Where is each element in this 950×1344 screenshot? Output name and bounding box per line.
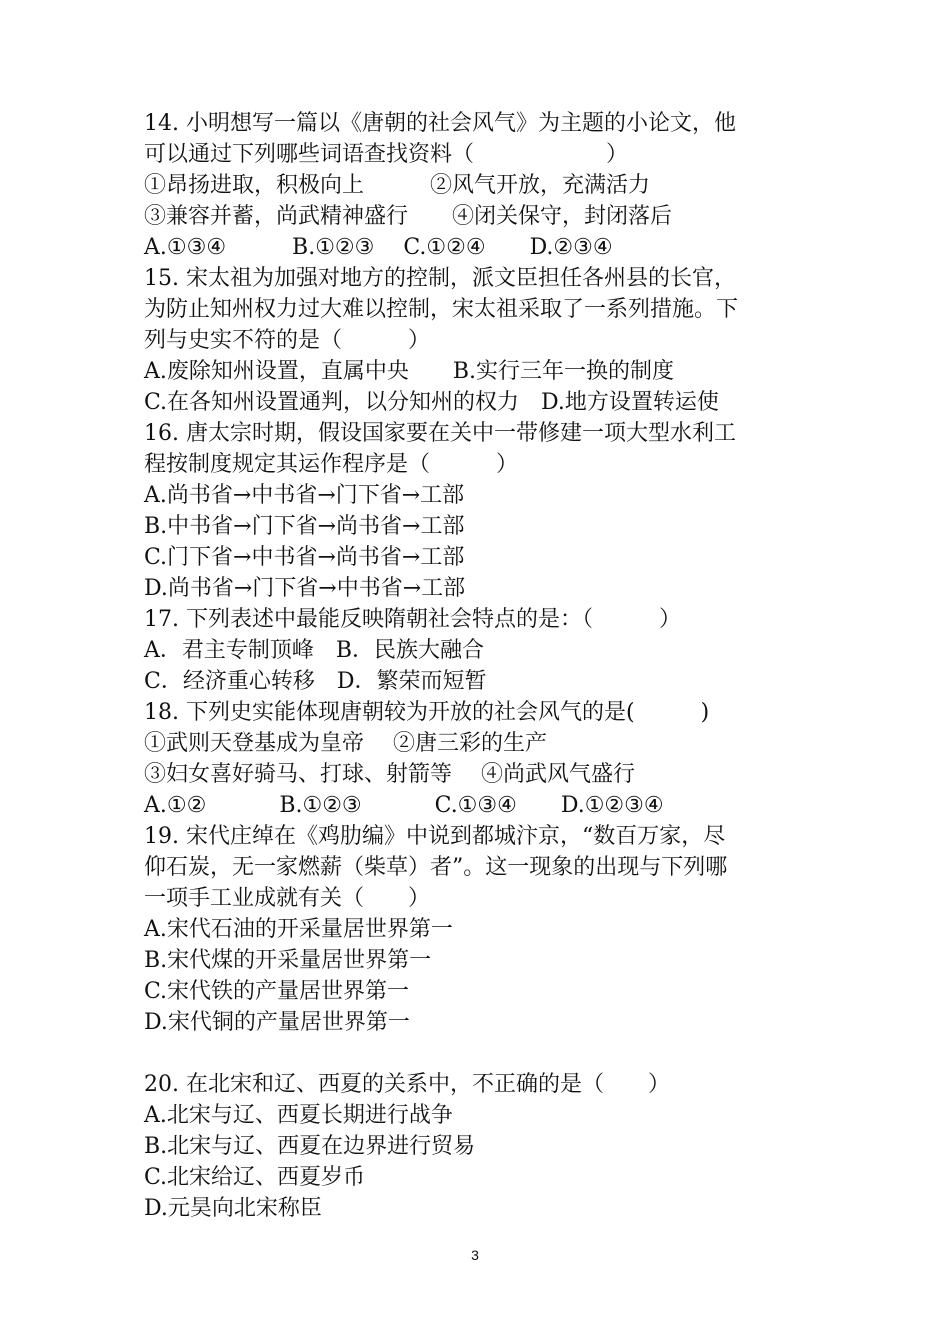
question-14 [144, 108, 804, 263]
question-options-line: A.①② B.①②③ C.①③④ D.①②③④ [144, 793, 664, 818]
question-option-line: C.北宋给辽、西夏岁币 [144, 1165, 366, 1190]
question-option-line: A.尚书省→中书省→门下省→工部 [144, 483, 465, 508]
question-stem-line: 15. 宋太祖为加强对地方的控制，派文臣担任各州县的长官， [144, 266, 736, 291]
question-option-line: A．君主专制顶峰 B．民族大融合 [144, 638, 485, 663]
question-stem-line: 17. 下列表述中最能反映隋朝社会特点的是：（ ） [144, 607, 681, 632]
question-15 [144, 263, 804, 418]
question-stem-line: 程按制度规定其运作程序是（ ） [144, 452, 519, 477]
question-item-line: ①武则天登基成为皇帝 ②唐三彩的生产 [144, 731, 547, 756]
question-16 [144, 418, 804, 604]
question-item-line: ③兼容并蓄，尚武精神盛行 ④闭关保守，封闭落后 [144, 204, 673, 229]
question-stem-line: 14. 小明想写一篇以《唐朝的社会风气》为主题的小论文，他 [144, 111, 736, 136]
question-option-line: B.宋代煤的开采量居世界第一 [144, 948, 432, 973]
question-option-line: D.元昊向北宋称臣 [144, 1196, 322, 1221]
question-option-line: D.宋代铜的产量居世界第一 [144, 1010, 410, 1035]
question-item-line: ①昂扬进取，积极向上 ②风气开放，充满活力 [144, 173, 651, 198]
question-option-line: C．经济重心转移 D．繁荣而短暂 [144, 669, 487, 694]
question-option-line: B.北宋与辽、西夏在边界进行贸易 [144, 1134, 476, 1159]
question-stem-line: 为防止知州权力过大难以控制，宋太祖采取了一系列措施。下 [144, 297, 739, 322]
question-stem-line: 可以通过下列哪些词语查找资料（ ） [144, 142, 629, 167]
question-options-line: A.①③④ B.①②③ C.①②④ D.②③④ [144, 235, 613, 260]
question-stem-line: 列与史实不符的是（ ） [144, 328, 431, 353]
question-stem-line: 19. 宋代庄绰在《鸡肋编》中说到都城汴京，“数百万家，尽 [144, 824, 726, 849]
question-list [144, 108, 804, 1224]
question-option-line: C.宋代铁的产量居世界第一 [144, 979, 410, 1004]
question-option-line: D.尚书省→门下省→中书省→工部 [144, 576, 466, 601]
question-option-line: B.中书省→门下省→尚书省→工部 [144, 514, 465, 539]
question-option-line: A.废除知州设置，直属中央 B.实行三年一换的制度 [144, 359, 675, 384]
question-stem-line: 仰石炭，无一家燃薪（柴草）者”。这一现象的出现与下列哪 [144, 855, 728, 880]
question-stem-line: 18. 下列史实能体现唐朝较为开放的社会风气的是( ) [144, 700, 710, 725]
question-18 [144, 697, 804, 821]
question-option-line: A.宋代石油的开采量居世界第一 [144, 917, 453, 942]
question-option-line: C.在各知州设置通判，以分知州的权力 D.地方设置转运使 [144, 390, 719, 415]
page-number: 3 [471, 1247, 479, 1263]
question-20 [144, 1069, 804, 1224]
question-stem-line: 16. 唐太宗时期，假设国家要在关中一带修建一项大型水利工 [144, 421, 736, 446]
question-19 [144, 821, 804, 1038]
question-stem-line: 20. 在北宋和辽、西夏的关系中，不正确的是（ ） [144, 1072, 670, 1097]
question-option-line: A.北宋与辽、西夏长期进行战争 [144, 1103, 453, 1128]
question-item-line: ③妇女喜好骑马、打球、射箭等 ④尚武风气盛行 [144, 762, 635, 787]
question-stem-line: 一项手工业成就有关（ ） [144, 886, 431, 911]
question-option-line: C.门下省→中书省→尚书省→工部 [144, 545, 465, 570]
blank-line [144, 1038, 804, 1069]
question-17 [144, 604, 804, 697]
